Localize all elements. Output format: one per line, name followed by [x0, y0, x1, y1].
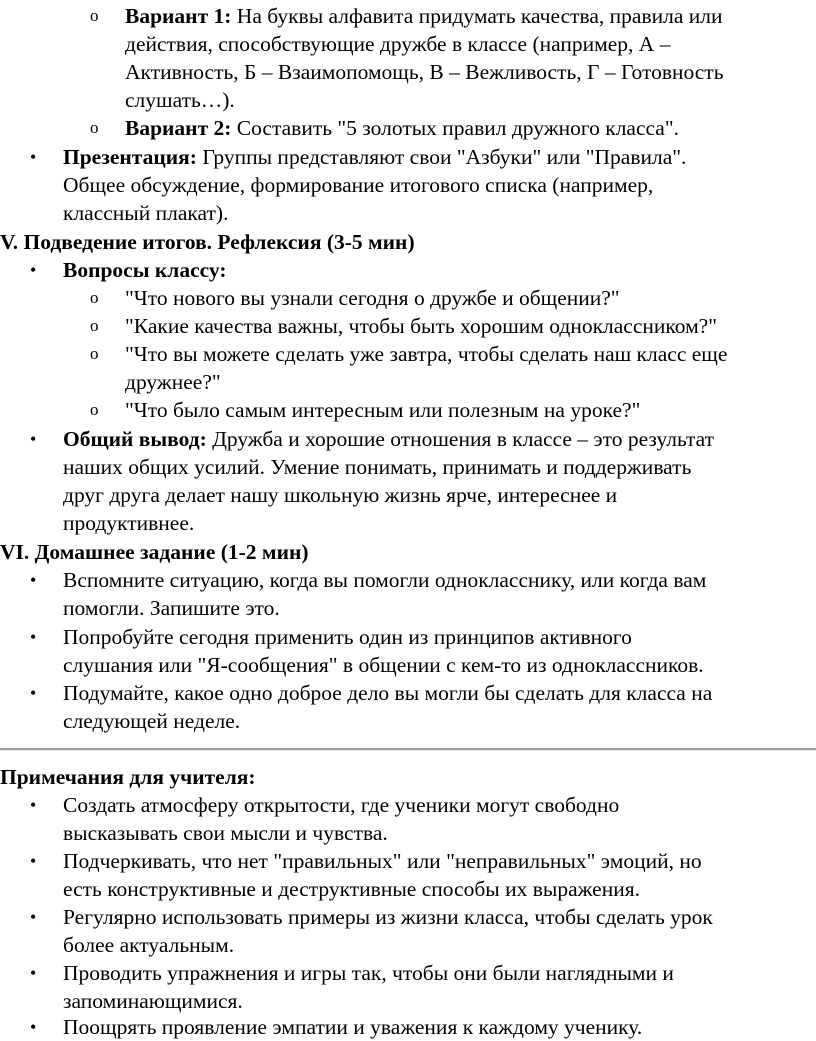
variant1-line4: слушать…).: [125, 88, 235, 112]
variant1-text: На буквы алфавита придумать качества, правила или: [236, 4, 723, 28]
note-4-line2: запоминающимися.: [63, 989, 243, 1013]
conclusion-line2: наших общих усилий. Умение понимать, принимать и поддерживать: [63, 455, 692, 479]
variant1-line2: действия, способствующие дружбе в классе (например, А –: [125, 32, 671, 56]
question-2: "Какие качества важны, чтобы быть хорошим одноклассником?": [125, 314, 718, 338]
sub-bullet-marker: o: [90, 344, 99, 363]
bullet-marker: •: [30, 907, 37, 927]
presentation-line3: классный плакат).: [63, 201, 229, 225]
bullet-marker: •: [30, 570, 37, 590]
presentation-line2: Общее обсуждение, формирование итогового списка (например,: [63, 173, 654, 197]
conclusion-label: Общий вывод:: [63, 427, 207, 451]
sub-bullet-marker: o: [90, 6, 99, 25]
question-1: "Что нового вы узнали сегодня о дружбе и общении?": [125, 286, 620, 310]
note-2-line1: Подчеркивать, что нет "правильных" или "неправильных" эмоций, но: [63, 849, 702, 873]
section6-heading: VI. Домашнее задание (1-2 мин): [0, 540, 309, 564]
note-1-line2: высказывать свои мысли и чувства.: [63, 821, 388, 845]
homework-1-line2: помогли. Запишите это.: [63, 596, 280, 620]
bullet-marker: •: [30, 627, 37, 647]
sub-bullet-marker: o: [90, 316, 99, 335]
sub-bullet-marker: o: [90, 400, 99, 419]
bullet-marker: •: [30, 147, 37, 167]
homework-3-line1: Подумайте, какое одно доброе дело вы могли бы сделать для класса на: [63, 681, 713, 705]
questions-label: Вопросы классу:: [63, 258, 227, 282]
question-4: "Что было самым интересным или полезным на уроке?": [125, 398, 641, 422]
note-2-line2: есть конструктивные и деструктивные способы их выражения.: [63, 877, 641, 901]
variant2-label: Вариант 2:: [125, 116, 232, 140]
homework-3-line2: следующей неделе.: [63, 709, 241, 733]
note-4-line1: Проводить упражнения и игры так, чтобы они были наглядными и: [63, 961, 674, 985]
bullet-marker: •: [30, 1017, 37, 1037]
conclusion-text: Дружба и хорошие отношения в классе – это результат: [212, 427, 715, 451]
bullet-marker: •: [30, 429, 37, 449]
horizontal-divider: [0, 748, 816, 751]
sub-bullet-marker: o: [90, 118, 99, 137]
bullet-marker: •: [30, 963, 37, 983]
variant1-line1: [125, 2, 723, 30]
presentation-label: Презентация:: [63, 145, 197, 169]
bullet-marker: •: [30, 260, 37, 280]
variant2-text: Составить "5 золотых правил дружного класса".: [236, 116, 680, 140]
question-3-line1: "Что вы можете сделать уже завтра, чтобы сделать наш класс еще: [125, 342, 728, 366]
bullet-marker: •: [30, 683, 37, 703]
note-5-line1: Поощрять проявление эмпатии и уважения к каждому ученику.: [63, 1015, 643, 1039]
note-1-line1: Создать атмосферу открытости, где ученики могут свободно: [63, 793, 620, 817]
conclusion-line1: [63, 425, 714, 453]
conclusion-line4: продуктивнее.: [63, 511, 195, 535]
note-3-line2: более актуальным.: [63, 933, 235, 957]
question-3-line2: дружнее?": [125, 370, 221, 394]
conclusion-line3: друг друга делает нашу школьную жизнь ярче, интереснее и: [63, 483, 618, 507]
variant2-line1: [125, 114, 679, 142]
presentation-line1: [63, 143, 686, 171]
bullet-marker: •: [30, 795, 37, 815]
homework-2-line1: Попробуйте сегодня применить один из принципов активного: [63, 625, 632, 649]
homework-2-line2: слушания или "Я-сообщения" в общении с кем-то из одноклассников.: [63, 653, 704, 677]
bullet-marker: •: [30, 851, 37, 871]
sub-bullet-marker: o: [90, 288, 99, 307]
note-3-line1: Регулярно использовать примеры из жизни класса, чтобы сделать урок: [63, 905, 713, 929]
presentation-text: Группы представляют свои "Азбуки" или "Правила".: [202, 145, 687, 169]
variant1-line3: Активность, Б – Взаимопомощь, В – Вежливость, Г – Готовность: [125, 60, 724, 84]
section5-heading: V. Подведение итогов. Рефлексия (3-5 мин): [0, 230, 415, 254]
notes-heading: Примечания для учителя:: [0, 765, 256, 789]
variant1-label: Вариант 1:: [125, 4, 232, 28]
homework-1-line1: Вспомните ситуацию, когда вы помогли однокласснику, или когда вам: [63, 568, 707, 592]
